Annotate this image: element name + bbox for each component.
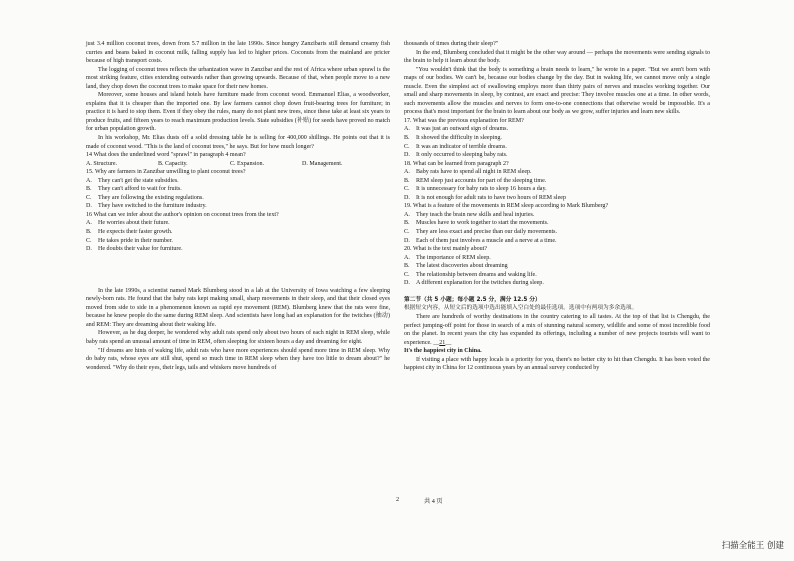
passage-paragraph: In the end, Blumberg concluded that it might be the other way around — perhaps the movements were sending signals to the brain to help it learn about the body. [404, 49, 710, 65]
option: B. The latest discoveries about dreaming [404, 263, 508, 270]
question-15-options [86, 177, 390, 211]
section-2-instructions: 根据短文内容，从短文后的选项中选出能填入空白处的最佳选项。选项中有两项为多余选项。 [404, 305, 638, 312]
option: C. They are following the existing regulations. [86, 194, 204, 201]
option: A. It was just an outward sign of dreams. [404, 126, 509, 133]
passage-paragraph: "If dreams are hints of waking life, adult rats who have more experiences should spend more time in REM sleep. Why do baby rats, whose eyes are still shut, spend so much time in REM sleep when they have too little to dream about?" he wondered. "Why do their eyes, their legs, tails and whiskers move hundreds of [86, 347, 390, 371]
option: C. Expansion. [230, 160, 265, 167]
option: C. He takes pride in their number. [86, 237, 173, 244]
question-18-options [404, 168, 710, 202]
question-16-options [86, 219, 390, 253]
question-17: 17. What was the previous explanation for REM? [404, 117, 524, 124]
question-16: 16 What can we infer about the author's opinion on coconut trees from the text? [86, 211, 279, 218]
question-15: 15. Why are farmers in Zanzibar unwilling to plant coconut trees? [86, 169, 246, 176]
option: D. It is not enough for adult rats to have two hours of REM sleep [404, 194, 566, 201]
passage-paragraph: In his workshop, Mr. Elias dusts off a solid dressing table he is selling for 400,000 shillings. He points out that it is made of coconut wood. "This is the land of coconut trees," he says. But for how much longer? [86, 135, 390, 150]
option: B. Muscles have to work together to start the movements. [404, 220, 549, 227]
option: D. It only occurred to sleeping baby rats. [404, 152, 508, 159]
question-19-options [404, 211, 710, 245]
option: B. It showed the difficulty in sleeping. [404, 135, 502, 142]
option: D. Each of them just involves a muscle and a nerve at a time. [404, 237, 557, 244]
question-19: 19. What is a feature of the movements in REM sleep according to Mark Blumberg? [404, 203, 609, 210]
passage-paragraph: Moreover, some houses and island hotels have furniture made from coconut wood. Emmanuel Elias, a woodworker, explains that it is cheaper than the imported one. By law farmers cannot chop down fruit-bearing trees for furniture; in practice it is hard to stop them. Even if they obey the rules, many do not plant new trees, since these take at least six years to produce fruits, and fifteen years to reach maximum production levels. State subsidies (补贴) for seeds have proved no match for urban population growth. [86, 92, 390, 133]
option: D. Management. [302, 160, 343, 167]
option: D. A different explanation for the twitches during sleep. [404, 280, 544, 287]
question-14-options [86, 160, 390, 169]
option: B. Capacity. [158, 160, 188, 167]
option: D. They have switched to the furniture industry. [86, 203, 207, 210]
option: A. Structure. [86, 160, 118, 167]
question-18: 18. What can be learned from paragraph 2? [404, 160, 509, 167]
passage-paragraph: just 3.4 million coconut trees, down from 5.7 million in the late 1990s. Since hungry Zanzibaris still demand creamy fish curries and beans baked in coconut milk, falling supply has led to higher prices. Coconuts from the mainland are pricier because of high transport costs. [86, 41, 390, 65]
passage-paragraph: The logging of coconut trees reflects the urbanization wave in Zanzibar and the rest of Africa where urban sprawl is the most striking feature, cities extending outwards rather than growing upwards. Because of that, when people move to a new land, they chop down the coconut trees to make space for their new homes. [86, 66, 390, 90]
option: A. Baby rats have to spend all night in REM sleep. [404, 169, 532, 176]
passage-paragraph: There are hundreds of worthy destinations in the country catering to all tastes. At the top of that list is Chengdu, the perfect jumping-off point for those in search of a mix of stunning natural scenery, wildlife and some of most incredible food on the planet. In recent years the city has expanded its offerings, including a number of new projects tourists will want to experience. __21__ [404, 313, 710, 346]
passage-paragraph: thousands of times during their sleep?" [404, 41, 499, 47]
left-column [86, 40, 390, 372]
option: C. It was an indicator of terrible dreams. [404, 143, 507, 150]
question-20-options [404, 254, 710, 288]
option: C. The relationship between dreams and waking life. [404, 271, 537, 278]
option: C. They are less exact and precise than our daily movements. [404, 229, 558, 236]
option: A. He worries about their future. [86, 220, 170, 227]
question-20: 20. What is the text mainly about? [404, 246, 488, 253]
page-total: 共 4 页 [424, 498, 443, 505]
option: A. The importance of REM sleep. [404, 254, 491, 261]
question-17-options [404, 125, 710, 159]
option: B. They can't afford to wait for fruits. [86, 186, 182, 193]
passage-heading: It's the happiest city in China. [404, 348, 482, 355]
scanner-watermark: 扫描全能王 创建 [721, 541, 784, 551]
section-gap [404, 288, 710, 296]
question-14: 14 What does the underlined word "sprawl" in paragraph 4 mean? [86, 152, 246, 159]
page-number: 2 [396, 496, 400, 503]
option: A. They can't get the state subsidies. [86, 177, 179, 184]
option: D. He doubts their value for furniture. [86, 246, 183, 253]
passage-paragraph: However, as he dug deeper, he wondered why adult rats spend only about two hours of each night in REM sleep, while baby rats spend an unusual amount of time in REM, often sleeping for sixteen hours a day and dreaming for eight. [86, 330, 390, 345]
right-column [404, 40, 710, 373]
option: C. It is unnecessary for baby rats to sleep 16 hours a day. [404, 186, 547, 193]
passage-paragraph: In the late 1990s, a scientist named Mark Blumberg stood in a lab at the University of Iowa watching a few sleeping newly-born rats. He found that the baby rats kept making small, sharp movements in their sleep, and that their closed eyes moved from side to side in a phenomenon known as rapid eye movement (REM). Blumberg knew that the rats were fine, because he knew people do the same during REM sleep. And scientists have long had an explanation for the twitches (抽动) and REM: They are dreaming about their waking life. [86, 287, 390, 328]
option: B. REM sleep just accounts for part of the sleeping time. [404, 177, 547, 184]
section-2-title: 第二节（共 5 小题；每小题 2.5 分，满分 12.5 分） [404, 296, 541, 303]
passage-paragraph: "You wouldn't think that the body is something a brain needs to learn," he wrote in a paper. "But we aren't born with maps of our bodies. We can't be, because our bodies change by the day. But in waking life, we cannot move only a single muscle. Even the simplest act of swallowing employs more than thirty pairs of nerves and muscles working together. Our small and sharp movements in sleep, by contrast, are exact and precise: They involve muscles one at a time. In other words, such movements allow the muscles and nerves to form one-to-one connections that otherwise would be impossible. It's a process that's most important for the brain to learn about our body as we grow, suffer injuries and learn new skills. [404, 66, 710, 116]
option: A. They teach the brain new skills and heal injuries. [404, 211, 535, 218]
blank-21: 21 [439, 339, 446, 346]
section-gap [86, 254, 390, 287]
option: B. He expects their faster growth. [86, 229, 173, 236]
passage-paragraph: If visiting a place with happy locals is a priority for you, there's no better city to hit than Chengdu. It has been voted the happiest city in China for 12 continuous years by an annual survey conducted by [404, 356, 710, 372]
